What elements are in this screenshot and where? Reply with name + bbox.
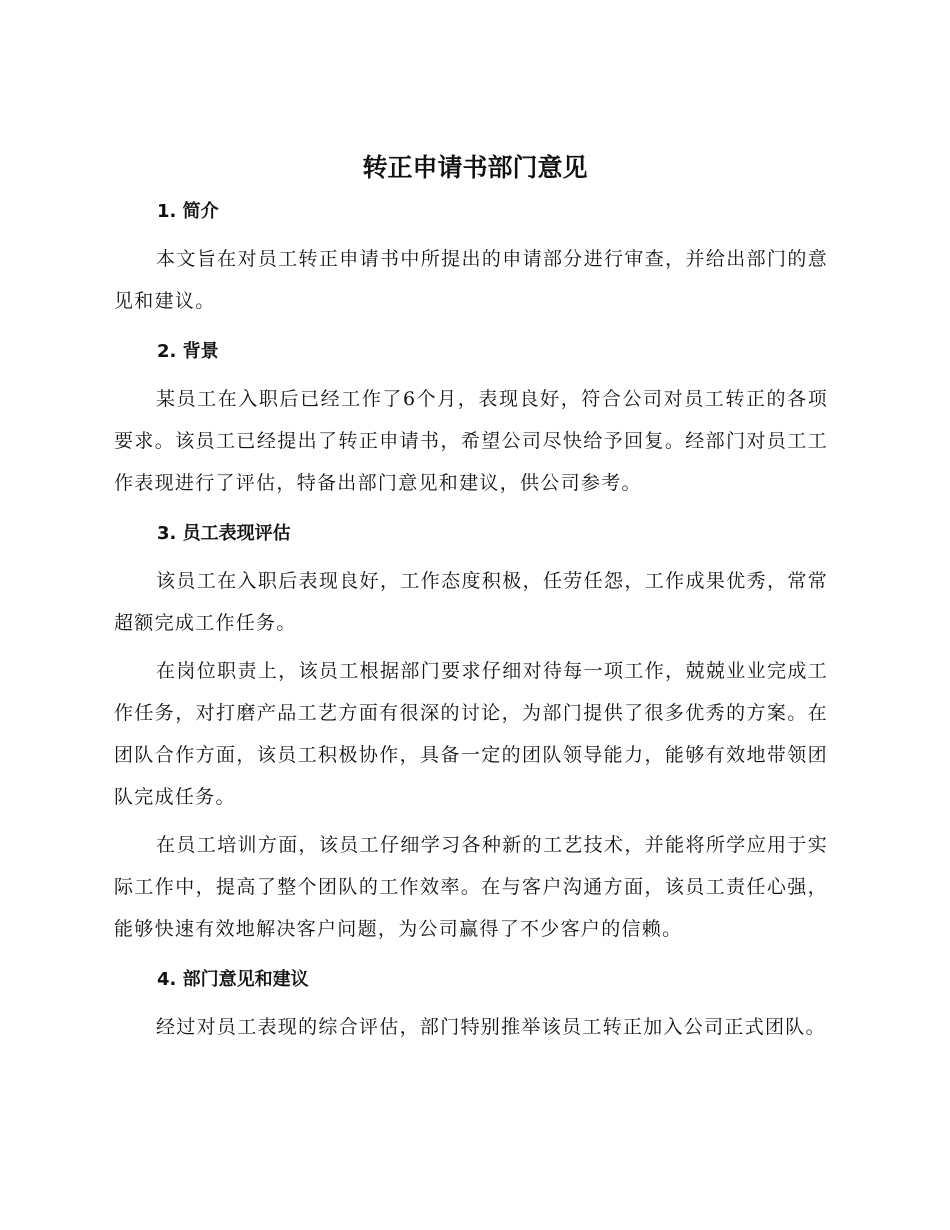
section-heading: 2. 背景 (157, 341, 219, 362)
section-intro (114, 192, 828, 322)
section-heading: 1. 简介 (157, 201, 219, 222)
document-body (114, 192, 828, 1048)
section-heading: 3. 员工表现评估 (157, 523, 291, 544)
paragraph: 在岗位职责上，该员工根据部门要求仔细对待每一项工作，兢兢业业完成工作任务，对打磨产品工艺方面有很深的讨论，为部门提供了很多优秀的方案。在团队合作方面，该员工积极协作，具备一定的团队领导能力，能够有效地带领团队完成任务。 (114, 660, 828, 808)
paragraph: 在员工培训方面，该员工仔细学习各种新的工艺技术，并能将所学应用于实际工作中，提高了整个团队的工作效率。在与客户沟通方面，该员工责任心强，能够快速有效地解决客户问题，为公司赢得了不少客户的信赖。 (114, 834, 828, 940)
section-background (114, 332, 828, 504)
section-heading: 4. 部门意见和建议 (157, 969, 309, 990)
paragraph: 某员工在入职后已经工作了6个月，表现良好，符合公司对员工转正的各项要求。该员工已经提出了转正申请书，希望公司尽快给予回复。经部门对员工工作表现进行了评估，特备出部门意见和建议，供公司参考。 (114, 388, 828, 494)
document-title: 转正申请书部门意见 (362, 153, 588, 182)
section-opinion (114, 960, 828, 1048)
paragraph: 本文旨在对员工转正申请书中所提出的申请部分进行审查，并给出部门的意见和建议。 (114, 248, 828, 312)
paragraph: 经过对员工表现的综合评估，部门特别推举该员工转正加入公司正式团队。 (156, 1016, 826, 1038)
section-evaluation (114, 514, 828, 950)
paragraph: 该员工在入职后表现良好，工作态度积极，任劳任怨，工作成果优秀，常常超额完成工作任务。 (114, 570, 828, 634)
